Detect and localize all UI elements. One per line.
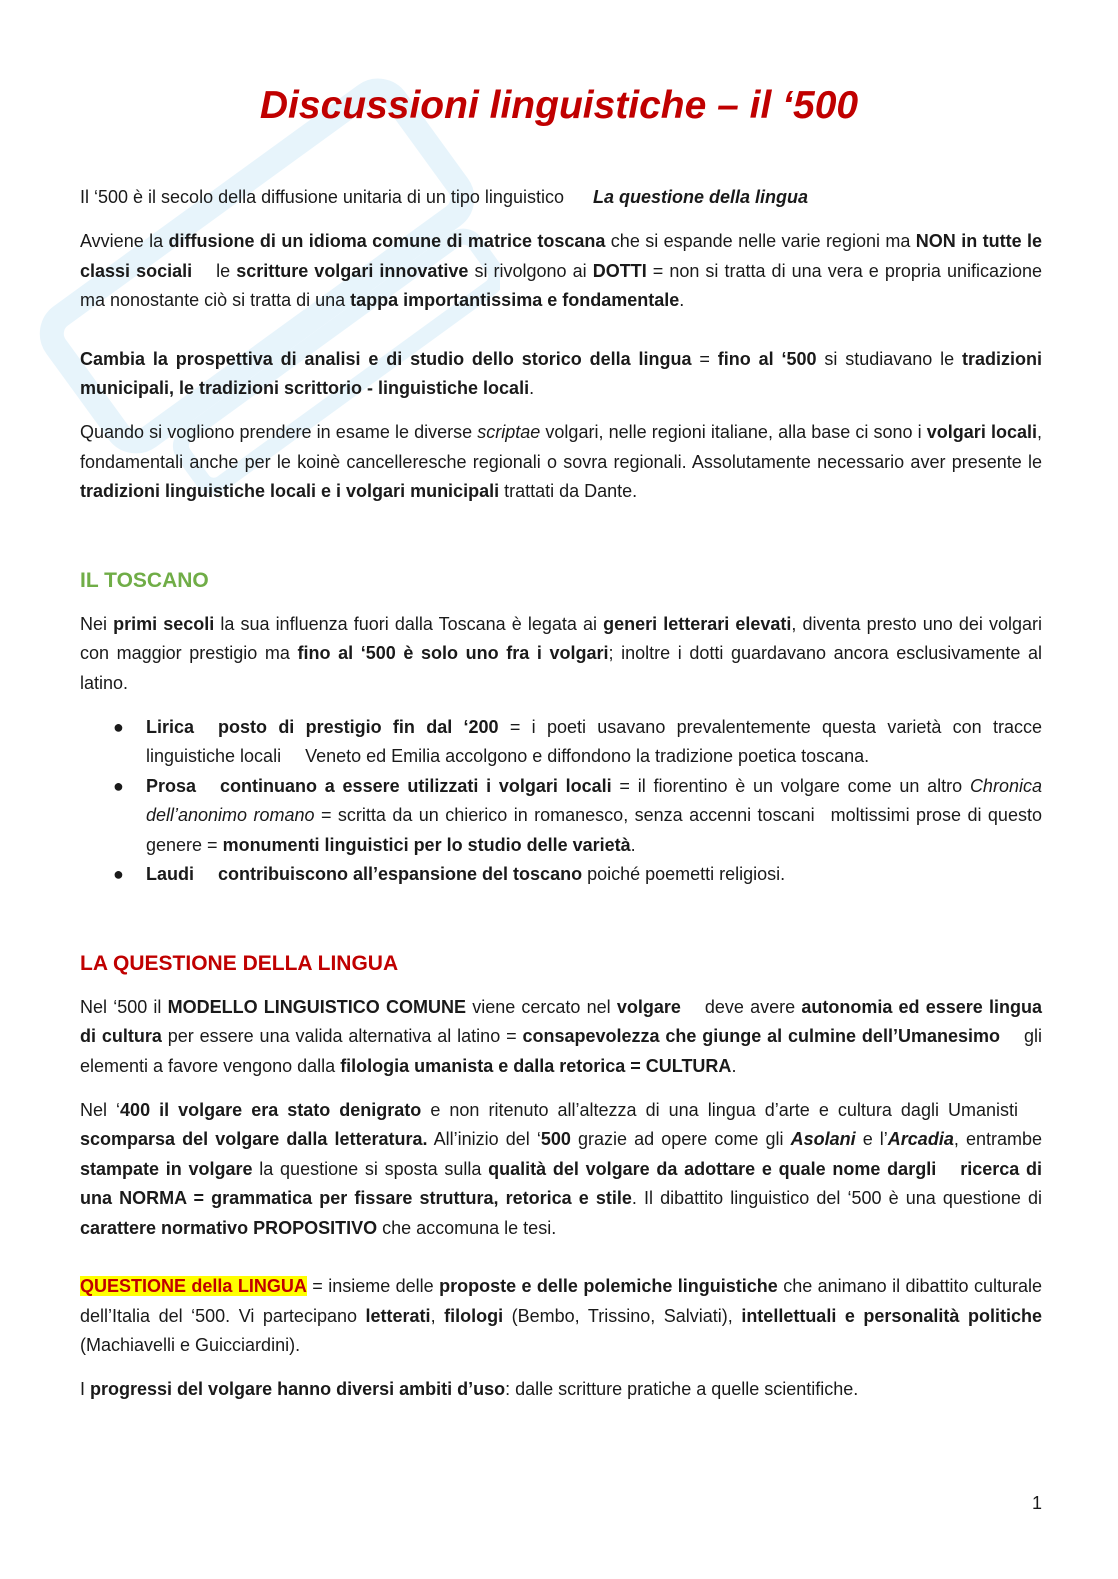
intro-paragraph-1 xyxy=(80,183,1042,213)
toscano-bullet-list xyxy=(80,713,1042,890)
intro-emphasis: La questione della lingua xyxy=(593,187,809,207)
questione-paragraph-1: Nel ‘500 il MODELLO LINGUISTICO COMUNE viene cercato nel volgare deve avere autonomia ed essere lingua di cultura per essere una valida alternativa al latino = consapevolezza che giunge al culmine dell’Umanesimo gli elementi a favore vengono dalla filologia umanista e dalla retorica = CULTURA. xyxy=(80,996,1042,1076)
intro-paragraph-2: Avviene la diffusione di un idioma comune di matrice toscana che si espande nelle varie regioni ma NON in tutte le classi sociali le scritture volgari innovative si rivolgono ai DOTTI = non si tratta di una vera e propria unificazione ma nonostante ciò si tratta di una tappa importantissima e fondamentale. xyxy=(80,231,1043,310)
highlighted-term: QUESTIONE della LINGUA xyxy=(80,1276,307,1296)
page-title: Discussioni linguistiche – il ‘500 xyxy=(259,84,859,127)
questione-paragraph-3: QUESTIONE della LINGUA = insieme delle proposte e delle polemiche linguistiche che animano il dibattito culturale dell’Italia del ‘500. Vi partecipano letterati, filologi (Bembo, Trissino, Salviati), intellettuali e personalità politiche (Machiavelli e Guicciardini). xyxy=(80,1276,1043,1355)
document-body xyxy=(80,183,1042,1405)
bullet-dot-icon: ● xyxy=(113,775,124,796)
bullet-dot-icon: ● xyxy=(113,716,124,737)
intro-text: Il ‘500 è il secolo della diffusione unitaria di un tipo linguistico xyxy=(80,187,564,207)
page-number: 1 xyxy=(1031,1493,1042,1513)
section-heading-toscano: IL TOSCANO xyxy=(80,568,209,592)
toscano-paragraph: Nei primi secoli la sua influenza fuori dalla Toscana è legata ai generi letterari elevati, diventa presto uno dei volgari con maggior prestigio ma fino al ‘500 è solo uno fra i volgari; inoltre i dotti guardavano ancora esclusivamente al latino. xyxy=(80,613,1043,693)
bullet-dot-icon: ● xyxy=(113,864,124,884)
intro-paragraph-4: Quando si vogliono prendere in esame le diverse scriptae volgari, nelle regioni italiane, alla base ci sono i volgari locali, fondamentali anche per le koinè cancelleresche regionali o sovra regionali. Assolutamente necessario aver presente le tradizioni linguistiche locali e i volgari municipali trattati da Dante. xyxy=(80,422,1042,501)
section-heading-questione: LA QUESTIONE DELLA LINGUA xyxy=(80,951,399,975)
list-item-lirica: ● Lirica posto di prestigio fin dal ‘200 = i poeti usavano prevalentemente questa varietà con tracce linguistiche locali Veneto ed Emilia accolgono e diffondono la tradizione poetica toscana. xyxy=(80,713,1042,772)
questione-paragraph-2: Nel ‘400 il volgare era stato denigrato e non ritenuto all’altezza di una lingua d’arte e cultura dagli Umanistiscomparsa del volgare dalla letteratura. All’inizio del ‘500 grazie ad opere come gli Asolani e l’Arcadia, entrambe stampate in volgare la questione si sposta sulla qualità del volgare da adottare e quale nome dargli ricerca di una NORMA = grammatica per fissare struttura, retorica e stile. Il dibattito linguistico del ‘500 è una questione di carattere normativo PROPOSITIVO che accomuna le tesi. xyxy=(80,1099,1042,1238)
list-item-prosa: ● Prosa continuano a essere utilizzati i volgari locali = il fiorentino è un volgare come un altro Chronica dell’anonimo romano = scritta da un chierico in romanesco, senza accenni toscani moltissimi prose di questo genere = monumenti linguistici per lo studio delle varietà. xyxy=(80,772,1042,861)
intro-paragraph-3: Cambia la prospettiva di analisi e di studio dello storico della lingua = fino al ‘500 si studiavano le tradizioni municipali, le tradizioni scrittorio - linguistiche locali. xyxy=(80,348,1043,398)
list-item-laudi: ● Laudi contribuiscono all’espansione del toscano poiché poemetti religiosi. xyxy=(80,860,1042,890)
questione-paragraph-4: I progressi del volgare hanno diversi ambiti d’uso: dalle scritture pratiche a quelle scientifiche. xyxy=(80,1379,859,1399)
